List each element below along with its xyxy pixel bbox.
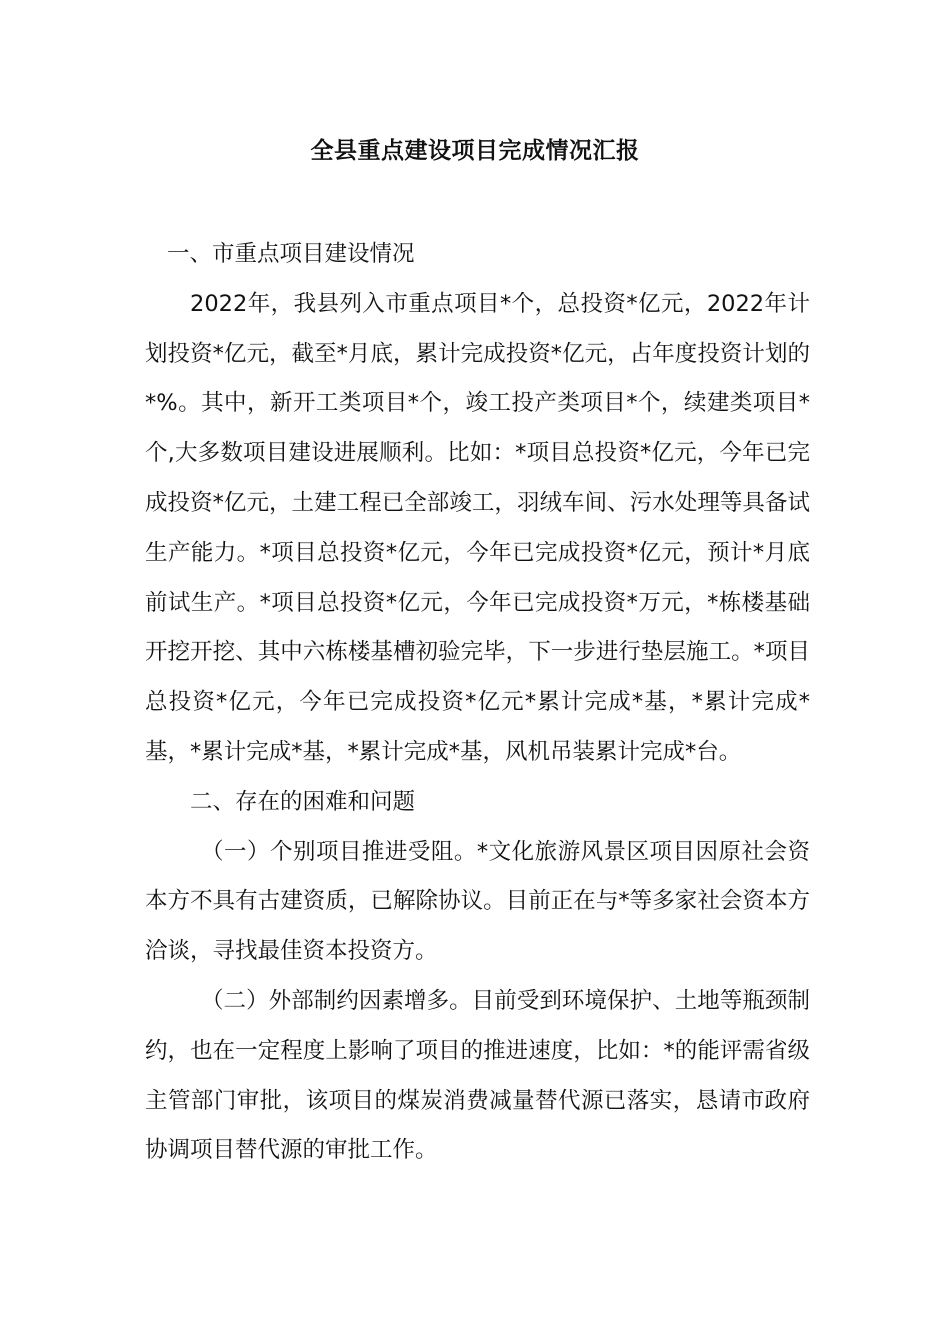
document-body: [145, 230, 810, 1176]
section-2-item-2: （二）外部制约因素增多。目前受到环境保护、土地等瓶颈制约，也在一定程度上影响了项目的推进速度，比如：*的能评需省级主管部门审批，该项目的煤炭消费减量替代源已落实，恳请市政府协调项目替代源的审批工作。: [145, 987, 810, 1164]
section-2-item-1: （一）个别项目推进受阻。*文化旅游风景区项目因原社会资本方不具有古建资质，已解除协议。目前正在与*等多家社会资本方洽谈，寻找最佳资本投资方。: [145, 838, 810, 965]
section-2-heading: 二、存在的困难和问题: [190, 788, 416, 815]
document-title: 全县重点建设项目完成情况汇报: [310, 138, 640, 164]
section-1-heading: 一、市重点项目建设情况: [167, 241, 415, 267]
section-1-paragraph: 2022年，我县列入市重点项目*个，总投资*亿元，2022年计划投资*亿元，截至*月底，累计完成投资*亿元，占年度投资计划的*%。其中，新开工类项目*个，竣工投产类项目*个，续建类项目*个,大多数项目建设进展顺利。比如：*项目总投资*亿元，今年已完成投资*亿元，土建工程已全部竣工，羽绒车间、污水处理等具备试生产能力。*项目总投资*亿元，今年已完成投资*亿元，预计*月底前试生产。*项目总投资*亿元，今年已完成投资*万元，*栋楼基础开挖开挖、其中六栋楼基槽初验完毕，下一步进行垫层施工。*项目总投资*亿元，今年已完成投资*亿元*累计完成*基，*累计完成*基，*累计完成*基，*累计完成*基，风机吊装累计完成*台。: [145, 290, 810, 765]
